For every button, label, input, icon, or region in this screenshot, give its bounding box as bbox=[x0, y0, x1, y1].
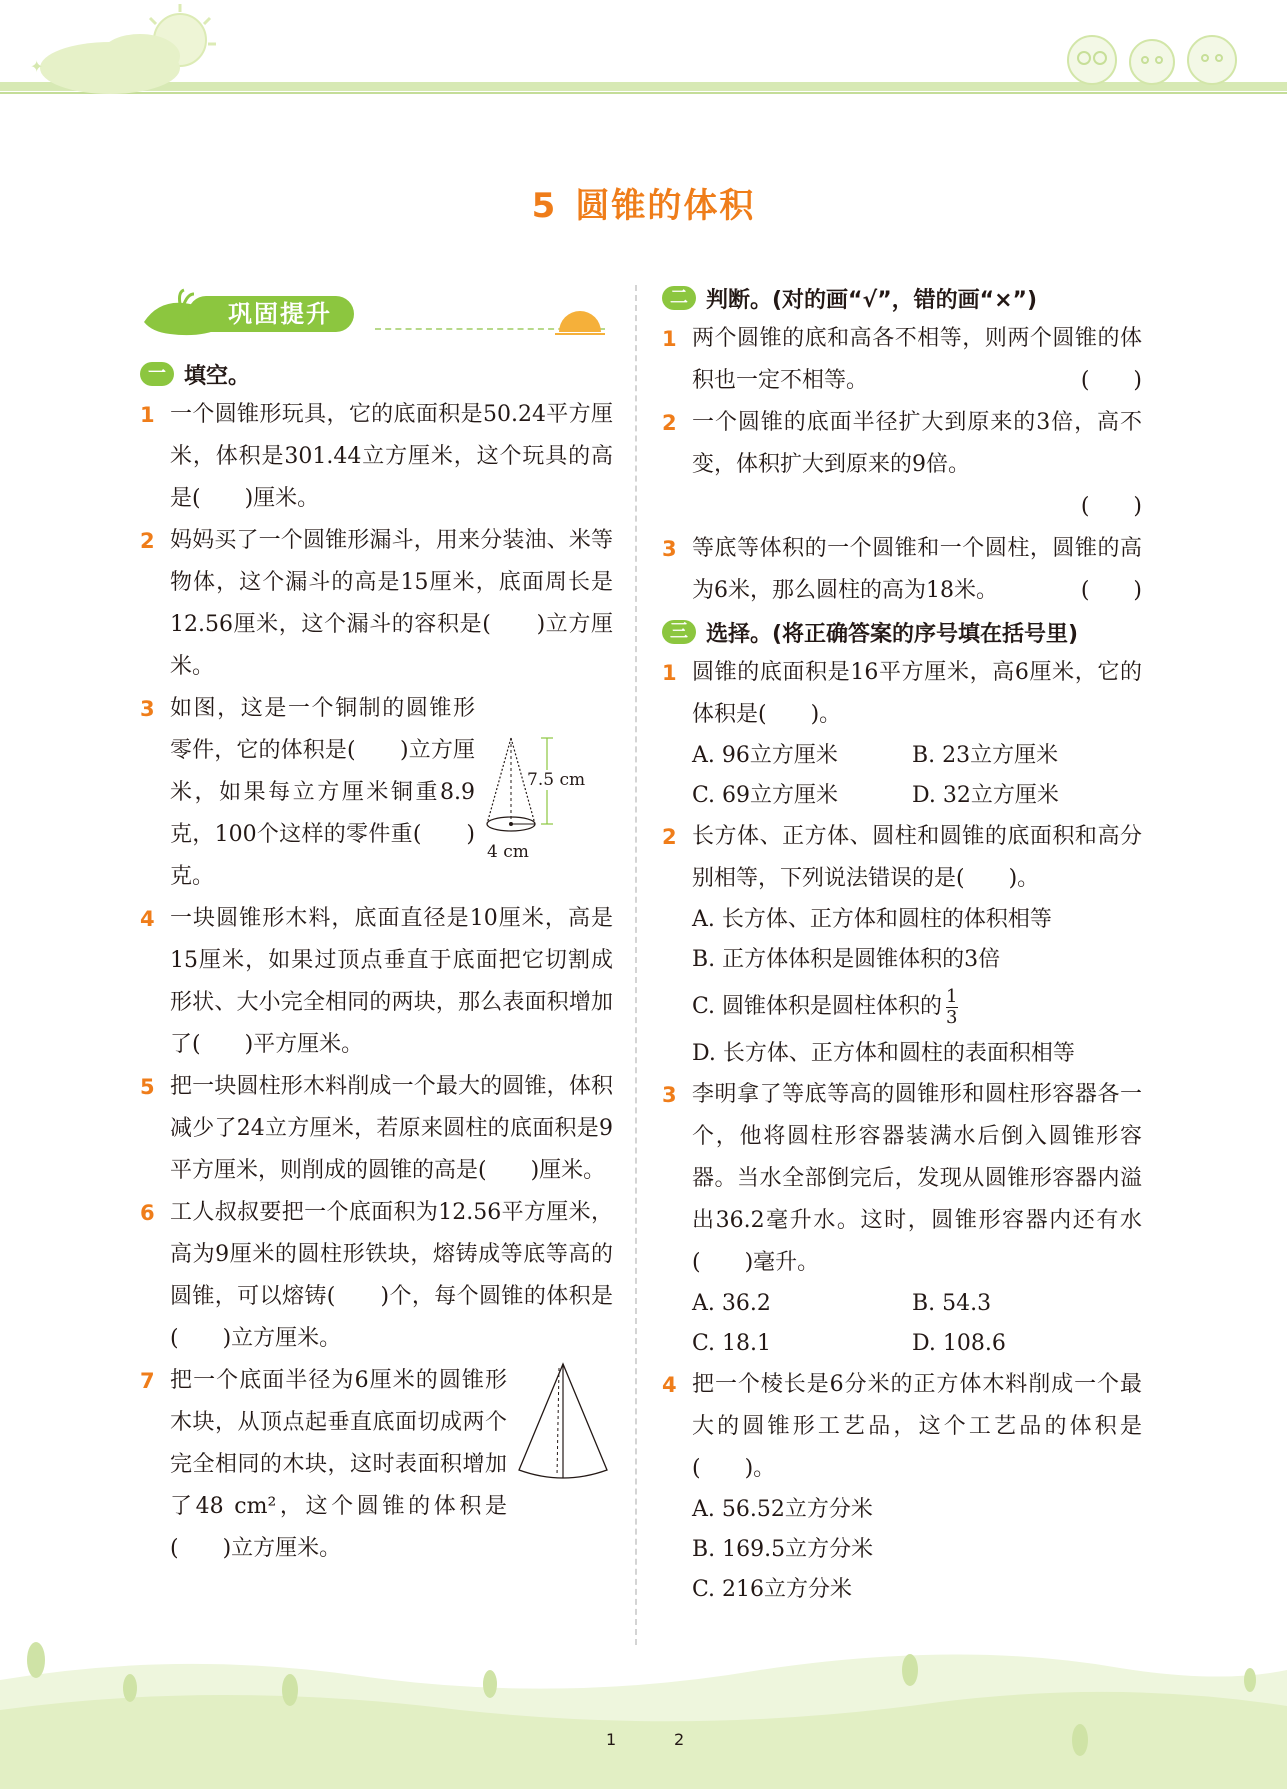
section-1-number: 一 bbox=[140, 362, 174, 386]
option-a[interactable]: A. 56.52立方分米 bbox=[692, 1497, 873, 1522]
option-b[interactable]: B. 23立方厘米 bbox=[912, 743, 1059, 768]
figure-base-label: 4 cm bbox=[487, 842, 529, 862]
option-c-text: C. 圆锥体积是圆柱体积的 bbox=[692, 994, 943, 1019]
option-b[interactable]: B. 169.5立方分米 bbox=[692, 1537, 874, 1562]
question-text: 两个圆锥的底和高各不相等，则两个圆锥的体积也一定不相等。 bbox=[692, 326, 1142, 393]
section-2-title: 判断。(对的画“√”，错的画“×”) bbox=[706, 287, 1038, 313]
svg-text:✦: ✦ bbox=[30, 57, 44, 76]
hills-decoration bbox=[0, 1640, 1287, 1789]
option-a[interactable]: A. 36.2 bbox=[692, 1291, 771, 1316]
fill-question-1 bbox=[140, 394, 613, 520]
answer-parentheses[interactable]: ( ) bbox=[1080, 494, 1142, 519]
question-number: 2 bbox=[140, 529, 155, 553]
choice-question-1 bbox=[662, 652, 1142, 736]
fill-question-4 bbox=[140, 898, 613, 1066]
question-text: 把一块圆柱形木料削成一个最大的圆锥，体积减少了24立方厘米，若原来圆柱的底面积是9平方厘米，则削成的圆锥的高是( )厘米。 bbox=[170, 1074, 613, 1183]
option-c[interactable] bbox=[662, 980, 1142, 1034]
cloud-sun-decoration bbox=[20, 0, 220, 100]
question-number: 3 bbox=[662, 1083, 677, 1107]
fraction-one-third bbox=[946, 987, 957, 1028]
choice-question-2 bbox=[662, 816, 1142, 900]
question-text: 如图，这是一个铜制的圆锥形零件，它的体积是( )立方厘米，如果每立方厘米铜重8.9克，100个这样的零件重( )克。 bbox=[170, 696, 475, 889]
column-divider bbox=[635, 285, 637, 1645]
fill-question-2 bbox=[140, 520, 613, 688]
option-b[interactable]: B. 54.3 bbox=[912, 1291, 992, 1316]
right-column bbox=[662, 278, 1142, 1610]
answer-parentheses[interactable]: ( ) bbox=[1080, 578, 1142, 603]
option-c[interactable]: C. 69立方厘米 bbox=[692, 783, 839, 808]
option-b[interactable]: B. 正方体体积是圆锥体积的3倍 bbox=[692, 947, 1001, 972]
page-number-left: 1 bbox=[606, 1730, 617, 1749]
section-3-heading bbox=[662, 612, 1142, 652]
title-number: 5 bbox=[531, 186, 558, 226]
question-number: 3 bbox=[140, 697, 155, 721]
question-number: 6 bbox=[140, 1201, 155, 1225]
page-number-right: 2 bbox=[674, 1730, 685, 1749]
option-d[interactable]: D. 32立方厘米 bbox=[912, 783, 1059, 808]
choice-question-3 bbox=[662, 1074, 1142, 1284]
question-number: 7 bbox=[140, 1369, 155, 1393]
section-1-heading bbox=[140, 354, 613, 394]
cone-figure bbox=[483, 732, 613, 882]
banner-label: 巩固提升 bbox=[188, 296, 354, 332]
option-a[interactable]: A. 96立方厘米 bbox=[692, 743, 838, 768]
question-number: 1 bbox=[662, 327, 677, 351]
left-column bbox=[140, 284, 613, 1570]
question-number: 2 bbox=[662, 825, 677, 849]
title-text: 圆锥的体积 bbox=[575, 186, 756, 226]
fill-question-5 bbox=[140, 1066, 613, 1192]
question-text: 把一个棱长是6分米的正方体木料削成一个最大的圆锥形工艺品，这个工艺品的体积是( )。 bbox=[692, 1372, 1142, 1481]
section-1-title: 填空。 bbox=[184, 363, 251, 389]
sunset-icon bbox=[555, 302, 605, 338]
question-number: 1 bbox=[662, 661, 677, 685]
fill-question-3 bbox=[140, 688, 613, 898]
question-number: 5 bbox=[140, 1075, 155, 1099]
option-c[interactable]: C. 216立方分米 bbox=[692, 1577, 853, 1602]
question-text: 工人叔叔要把一个底面积为12.56平方厘米，高为9厘米的圆柱形铁块，熔铸成等底等高的圆锥，可以熔铸( )个，每个圆锥的体积是( )立方厘米。 bbox=[170, 1200, 613, 1351]
judge-question-1 bbox=[662, 318, 1142, 402]
judge-question-2 bbox=[662, 402, 1142, 528]
question-text: 妈妈买了一个圆锥形漏斗，用来分装油、米等物体，这个漏斗的高是15厘米，底面周长是12.56厘米，这个漏斗的容积是( )立方厘米。 bbox=[170, 528, 613, 679]
section-2-number: 二 bbox=[662, 286, 696, 310]
answer-parentheses[interactable]: ( ) bbox=[1080, 368, 1142, 393]
question-number: 1 bbox=[140, 403, 155, 427]
option-a[interactable]: A. 长方体、正方体和圆柱的体积相等 bbox=[692, 907, 1052, 932]
judge-question-3 bbox=[662, 528, 1142, 612]
choice-1-options bbox=[662, 736, 1142, 816]
option-d[interactable]: D. 108.6 bbox=[912, 1331, 1006, 1356]
question-text: 一块圆锥形木料，底面直径是10厘米，高是15厘米，如果过顶点垂直于底面把它切割成形状、大小完全相同的两块，那么表面积增加了( )平方厘米。 bbox=[170, 906, 613, 1057]
question-text: 李明拿了等底等高的圆锥形和圆柱形容器各一个，他将圆柱形容器装满水后倒入圆锥形容器。当水全部倒完后，发现从圆锥形容器内溢出36.2毫升水。这时，圆锥形容器内还有水( )毫升。 bbox=[692, 1082, 1142, 1275]
section-banner bbox=[140, 284, 613, 344]
choice-3-options bbox=[662, 1284, 1142, 1364]
section-3-title: 选择。(将正确答案的序号填在括号里) bbox=[706, 621, 1079, 647]
question-text: 圆锥的底面积是16平方厘米，高6厘米，它的体积是( )。 bbox=[692, 660, 1142, 727]
question-text: 长方体、正方体、圆柱和圆锥的底面积和高分别相等，下列说法错误的是( )。 bbox=[692, 824, 1142, 891]
fraction-numerator: 1 bbox=[946, 985, 958, 1007]
section-3-number: 三 bbox=[662, 620, 696, 644]
question-text: 一个圆锥的底面半径扩大到原来的3倍，高不变，体积扩大到原来的9倍。 bbox=[692, 410, 1142, 477]
figure-height-label: 7.5 cm bbox=[527, 770, 586, 790]
question-number: 4 bbox=[662, 1373, 677, 1397]
option-c[interactable]: C. 18.1 bbox=[692, 1331, 772, 1356]
page-title bbox=[0, 178, 1287, 227]
section-2-heading bbox=[662, 278, 1142, 318]
question-number: 3 bbox=[662, 537, 677, 561]
fill-question-7 bbox=[140, 1360, 613, 1570]
question-number: 4 bbox=[140, 907, 155, 931]
question-text: 等底等体积的一个圆锥和一个圆柱，圆锥的高为6米，那么圆柱的高为18米。 bbox=[692, 536, 1142, 603]
question-number: 2 bbox=[662, 411, 677, 435]
split-cone-figure bbox=[513, 1360, 613, 1490]
question-text: 把一个底面半径为6厘米的圆锥形木块，从顶点起垂直底面切成两个完全相同的木块，这时表面积增加了48 cm²，这个圆锥的体积是( )立方厘米。 bbox=[170, 1368, 507, 1561]
fraction-denominator: 3 bbox=[946, 1006, 958, 1028]
animal-faces-decoration bbox=[1060, 20, 1250, 90]
choice-question-4 bbox=[662, 1364, 1142, 1490]
fill-question-6 bbox=[140, 1192, 613, 1360]
question-text: 一个圆锥形玩具，它的底面积是50.24平方厘米，体积是301.44立方厘米，这个玩具的高是( )厘米。 bbox=[170, 402, 613, 511]
option-d[interactable]: D. 长方体、正方体和圆柱的表面积相等 bbox=[692, 1041, 1075, 1066]
